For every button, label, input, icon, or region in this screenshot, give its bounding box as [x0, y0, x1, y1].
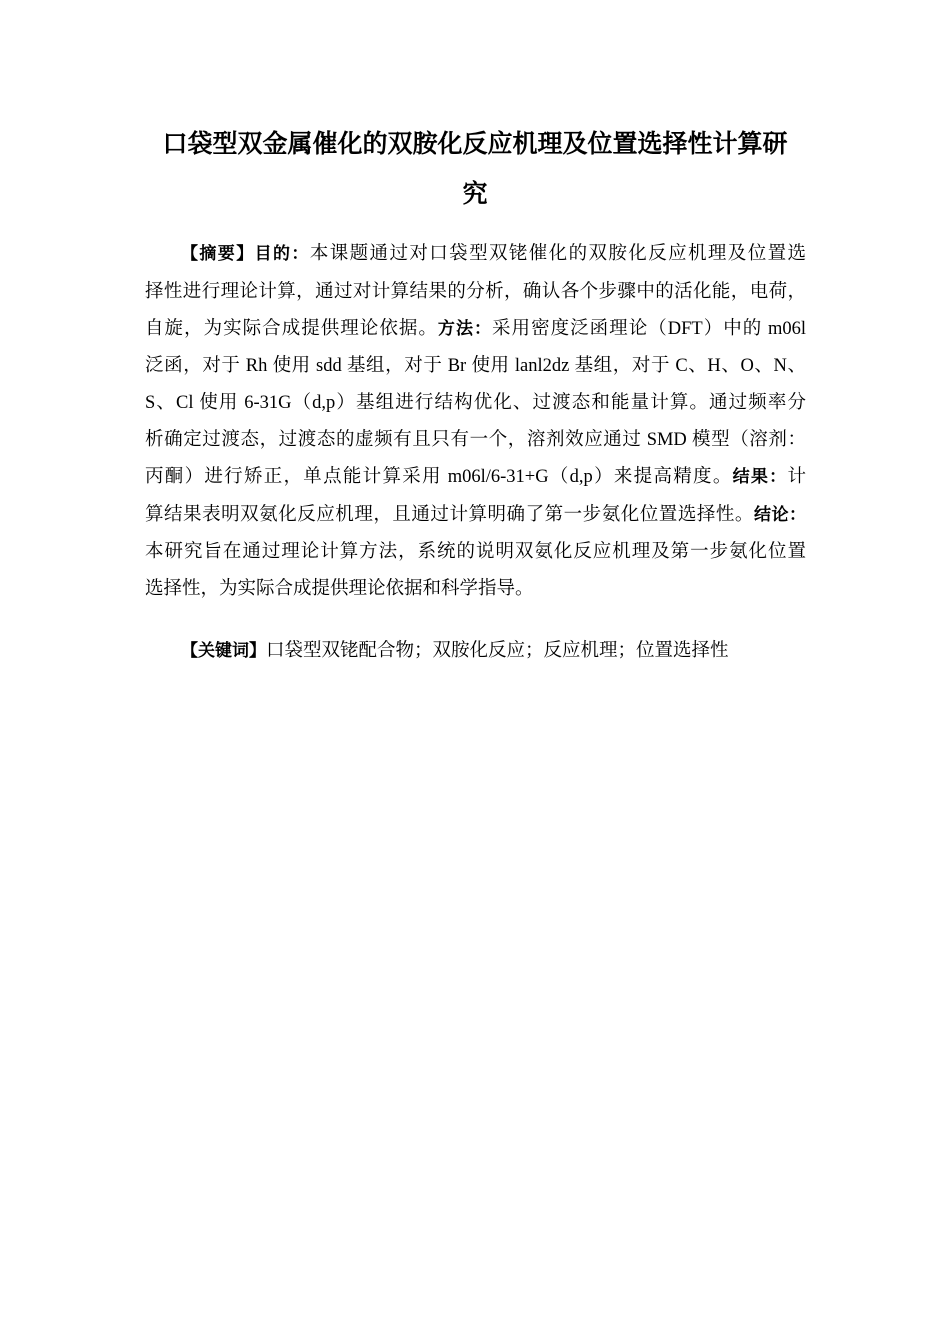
- abstract-line-8: [145, 504, 806, 526]
- abstract-line-6: 析确定过渡态，过渡态的虚频有且只有一个，溶剂效应通过 SMD 模型（溶剂：: [145, 430, 806, 450]
- abstract-line-4: 泛函，对于 Rh 使用 sdd 基组，对于 Br 使用 lanl2dz 基组，对于 C、H、O、N、: [145, 356, 806, 376]
- abstract-line-5: S、Cl 使用 6-31G（d,p）基组进行结构优化、过渡态和能量计算。通过频率分: [145, 393, 806, 413]
- abstract-line-2: 择性进行理论计算，通过对计算结果的分析，确认各个步骤中的活化能，电荷，: [145, 282, 806, 302]
- abstract-line-1: [181, 243, 806, 265]
- abstract-text: 丙酮）进行矫正，单点能计算采用 m06l/6-31+G（d,p）来提高精度。: [145, 467, 733, 487]
- method-label: 方法：: [437, 319, 493, 339]
- keywords-line: [181, 640, 729, 662]
- abstract-text: 采用密度泛函理论（DFT）中的 m06l: [492, 319, 807, 339]
- abstract-line-3: [145, 318, 806, 340]
- conclusion-label: 结论：: [753, 505, 806, 525]
- abstract-label: 【摘要】: [181, 244, 255, 264]
- abstract-text: 本课题通过对口袋型双铑催化的双胺化反应机理及位置选: [309, 244, 807, 264]
- abstract-line-7: [145, 466, 806, 488]
- document-title-line-1: 口袋型双金属催化的双胺化反应机理及位置选择性计算研: [162, 129, 788, 158]
- abstract-text: 算结果表明双氨化反应机理，且通过计算明确了第一步氨化位置选择性。: [145, 505, 754, 525]
- keywords-label: 【关键词】: [181, 641, 266, 661]
- document-title-line-2: 究: [462, 179, 488, 208]
- abstract-line-9: 本研究旨在通过理论计算方法，系统的说明双氨化反应机理及第一步氨化位置: [145, 542, 806, 562]
- abstract-line-10: 选择性，为实际合成提供理论依据和科学指导。: [145, 579, 534, 599]
- abstract-text: 计: [787, 467, 806, 487]
- purpose-label: 目的：: [254, 244, 310, 264]
- keywords-text: 口袋型双铑配合物；双胺化反应；反应机理；位置选择性: [266, 641, 729, 661]
- result-label: 结果：: [732, 467, 788, 487]
- abstract-text: 自旋，为实际合成提供理论依据。: [145, 319, 438, 339]
